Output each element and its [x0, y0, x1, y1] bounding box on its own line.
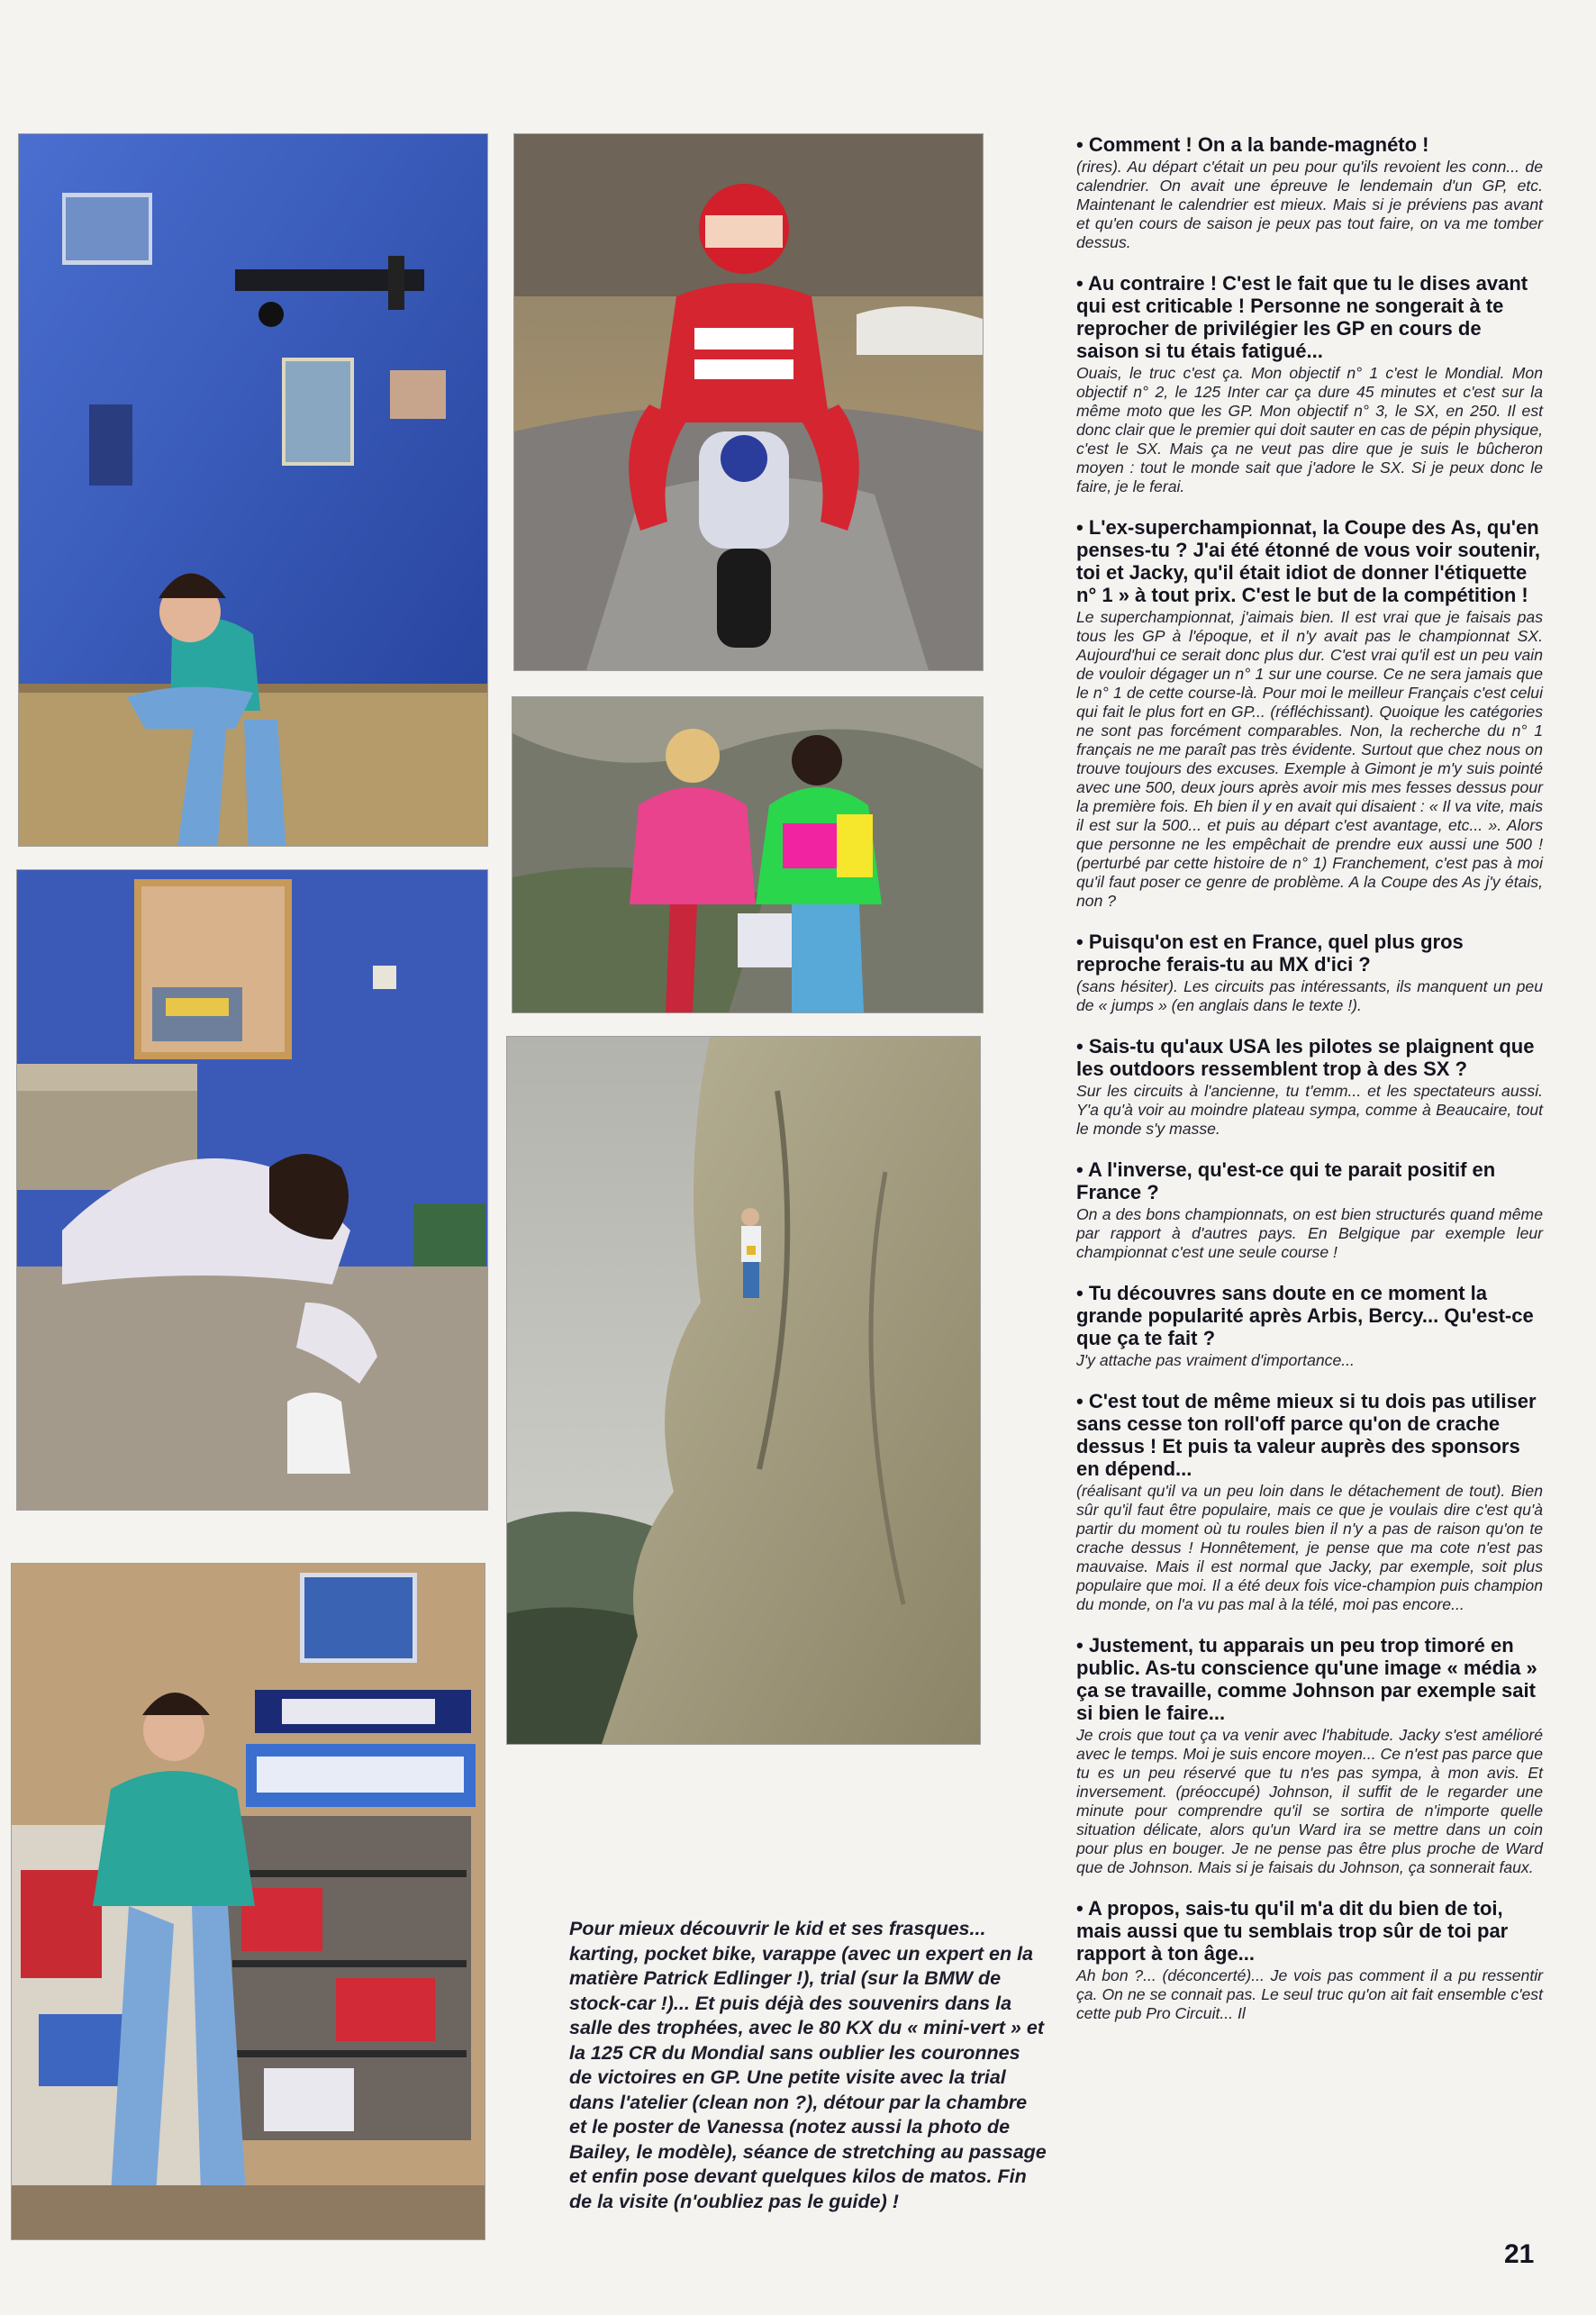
- interview-question: • C'est tout de même mieux si tu dois pas utiliser sans cesse ton roll'off parce qu'on de crache dessus ! Et puis ta valeur auprès des sponsors en dépend...: [1076, 1390, 1537, 1480]
- qa-block: [1076, 931, 1543, 1015]
- qa-block: [1076, 1158, 1543, 1262]
- interview-answer: (sans hésiter). Les circuits pas intéressants, ils manquent un peu de « jumps » (en anglais dans le texte !).: [1076, 977, 1543, 1014]
- interview-question: • Comment ! On a la bande-magnéto !: [1076, 133, 1429, 156]
- qa-block: [1076, 133, 1543, 252]
- interview-column: [1076, 133, 1543, 2043]
- interview-question: • L'ex-superchampionnat, la Coupe des As, qu'en penses-tu ? J'ai été étonné de vous voir soutenir, toi et Jacky, qu'il était idiot de donner l'étiquette n° 1 » à tout prix. C'est le but de la compétition !: [1076, 516, 1541, 606]
- qa-block: [1076, 1282, 1543, 1370]
- interview-answer: (rires). Au départ c'était un peu pour qu'ils revoient les conn... de calendrier. On avait une épreuve le lendemain d'un GP, etc. Maintenant le calendrier est mieux. Mais si je préviens pas avant et qu'en cours de saison je peux pas tout faire, on va me tomber dessus.: [1076, 158, 1543, 251]
- qa-block: [1076, 272, 1543, 496]
- interview-answer: Ouais, le truc c'est ça. Mon objectif n° 1 c'est le Mondial. Mon objectif n° 2, le 125 Inter car ça dure 45 minutes et c'est sur la même moto que les GP. Mon objectif n° 3, le SX, en 250. Il est donc clair que le premier qui doit sauter en cas de pépin physique, c'est le SX. Mais ça ne veut pas dire que je suis le bûcheron moyen : tout le monde sait que j'adore le SX. Si je peux donc le faire, je le ferai.: [1076, 364, 1543, 495]
- page-number: 21: [1504, 2239, 1535, 2269]
- interview-question: • Au contraire ! C'est le fait que tu le dises avant qui est criticable ! Personne ne songerait à te reprocher de privilégier les GP en cours de saison si tu étais fatigué...: [1076, 272, 1528, 362]
- qa-block: [1076, 516, 1543, 911]
- interview-answer: Je crois que tout ça va venir avec l'habitude. Jacky s'est amélioré avec le temps. Moi je suis encore moyen... Ce n'est pas parce que tu es un peu réservé que tu n'es pas sympa, à mon avis. Et inversement. (préoccupé) Johnson, il suffit de le regarder une minute pour comprendre qu'il se sortira de n'importe quelle situation délicate, alors qu'un Ward ira se mettre dans un coin pour plus en bouger. Je ne pense pas être plus proche de Ward que de Johnson. Mais si je faisais du Johnson, ça sonnerait faux.: [1076, 1726, 1543, 1876]
- photo-climbers-art: [512, 697, 983, 1012]
- photo-bedroom: [18, 133, 488, 847]
- interview-question: • Justement, tu apparais un peu trop timoré en public. As-tu conscience qu'une image « média » ça se travaille, comme Johnson par exemple sait si bien le faire...: [1076, 1634, 1537, 1724]
- photo-stretching-art: [17, 870, 487, 1510]
- photo-cliff-art: [507, 1037, 980, 1744]
- photo-stretching: [16, 869, 488, 1511]
- interview-question: • A l'inverse, qu'est-ce qui te parait positif en France ?: [1076, 1158, 1496, 1203]
- interview-question: • A propos, sais-tu qu'il m'a dit du bien de toi, mais aussi que tu semblais trop sûr de toi par rapport à ton âge...: [1076, 1897, 1509, 1965]
- photo-trophies-art: [12, 1564, 485, 2239]
- interview-answer: (réalisant qu'il va un peu loin dans le détachement de tout). Bien sûr qu'il faut être populaire, mais ce que je voulais dire c'est qu'à partir du moment où tu roules bien il n'y a pas de raison qu'on te crache dessus ! Honnêtement, je pense que ma cote n'est pas mauvaise. Mais il est normal que Jacky, par exemple, soit plus populaire que moi. Il a été deux fois vice-champion puis champion du monde, on l'a vu pas mal à la télé, moi pas encore...: [1076, 1482, 1543, 1613]
- qa-block: [1076, 1035, 1543, 1139]
- photo-bedroom-art: [19, 134, 487, 846]
- photo-trophies: [11, 1563, 485, 2240]
- qa-block: [1076, 1897, 1543, 2023]
- interview-answer: Sur les circuits à l'ancienne, tu t'emm... et les spectateurs aussi. Y'a qu'à voir au moindre plateau sympa, comme à Beaucaire, tout le monde s'y masse.: [1076, 1082, 1543, 1138]
- interview-question: • Tu découvres sans doute en ce moment la grande popularité après Arbis, Bercy... Qu'est-ce que ça te fait ?: [1076, 1282, 1534, 1349]
- photo-minibike-art: [514, 134, 983, 670]
- photo-caption: Pour mieux découvrir le kid et ses frasques... karting, pocket bike, varappe (avec un expert en la matière Patrick Edlinger !), trial (sur la BMW de stock-car !)... Et puis déjà des souvenirs dans la salle des trophées, avec le 80 KX du « mini-vert » et la 125 CR du Mondial sans oublier les couronnes de victoires en GP. Une petite visite avec la trial dans l'atelier (clean non ?), détour par la chambre et le poster de Vanessa (notez aussi la photo de Bailey, le modèle), séance de stretching au passage et enfin pose devant quelques kilos de matos. Fin de la visite (n'oubliez pas le guide) !: [569, 1918, 1047, 2212]
- photo-cliff: [506, 1036, 981, 1745]
- interview-answer: Le superchampionnat, j'aimais bien. Il est vrai que je faisais pas tous les GP à l'époque, et il n'y avait pas le championnat SX. Aujourd'hui ce serait donc plus dur. C'est vrai qu'il est un peu vain de vouloir dégager un n° 1 sur une course. Ce ne sera jamais que le n° 1 de cette course-là. Pour moi le meilleur Français c'est celui qui fait le plus fort en GP... (réfléchissant). Quoique les catégories ne sont pas forcément comparables. Non, la recherche du n° 1 français ne me paraît pas très évidente. Surtout que chez nous on trouve toujours des excuses. Exemple à Gimont je m'y suis pointé avec une 500, deux jours après avoir mis mes fesses dessus pour la première fois. Eh bien il y en avait qui disaient : « Il va vite, mais il est sur la 500... et puis au départ c'est avantage, etc... ». Alors que personne ne les empêchait de prendre eux aussi une 500 ! (perturbé par cette histoire de n° 1) Franchement, c'est pas à moi qu'il faut poser ce genre de problème. A la Coupe des As j'y étais, non ?: [1076, 608, 1543, 910]
- photo-climbers: [512, 696, 984, 1013]
- interview-answer: J'y attache pas vraiment d'importance...: [1076, 1351, 1355, 1369]
- interview-answer: On a des bons championnats, on est bien structurés quand même par rapport à d'autres pays. En Belgique par exemple leur championnat c'est une seule course !: [1076, 1205, 1543, 1261]
- photo-minibike: [513, 133, 984, 671]
- interview-answer: Ah bon ?... (déconcerté)... Je vois pas comment il a pu ressentir ça. On ne se connait pas. Le seul truc qu'on ait fait ensemble c'est cette pub Pro Circuit... Il: [1076, 1966, 1543, 2022]
- interview-question: • Puisqu'on est en France, quel plus gros reproche ferais-tu au MX d'ici ?: [1076, 931, 1464, 976]
- qa-block: [1076, 1634, 1543, 1877]
- qa-block: [1076, 1390, 1543, 1614]
- interview-question: • Sais-tu qu'aux USA les pilotes se plaignent que les outdoors ressemblent trop à des SX ?: [1076, 1035, 1535, 1080]
